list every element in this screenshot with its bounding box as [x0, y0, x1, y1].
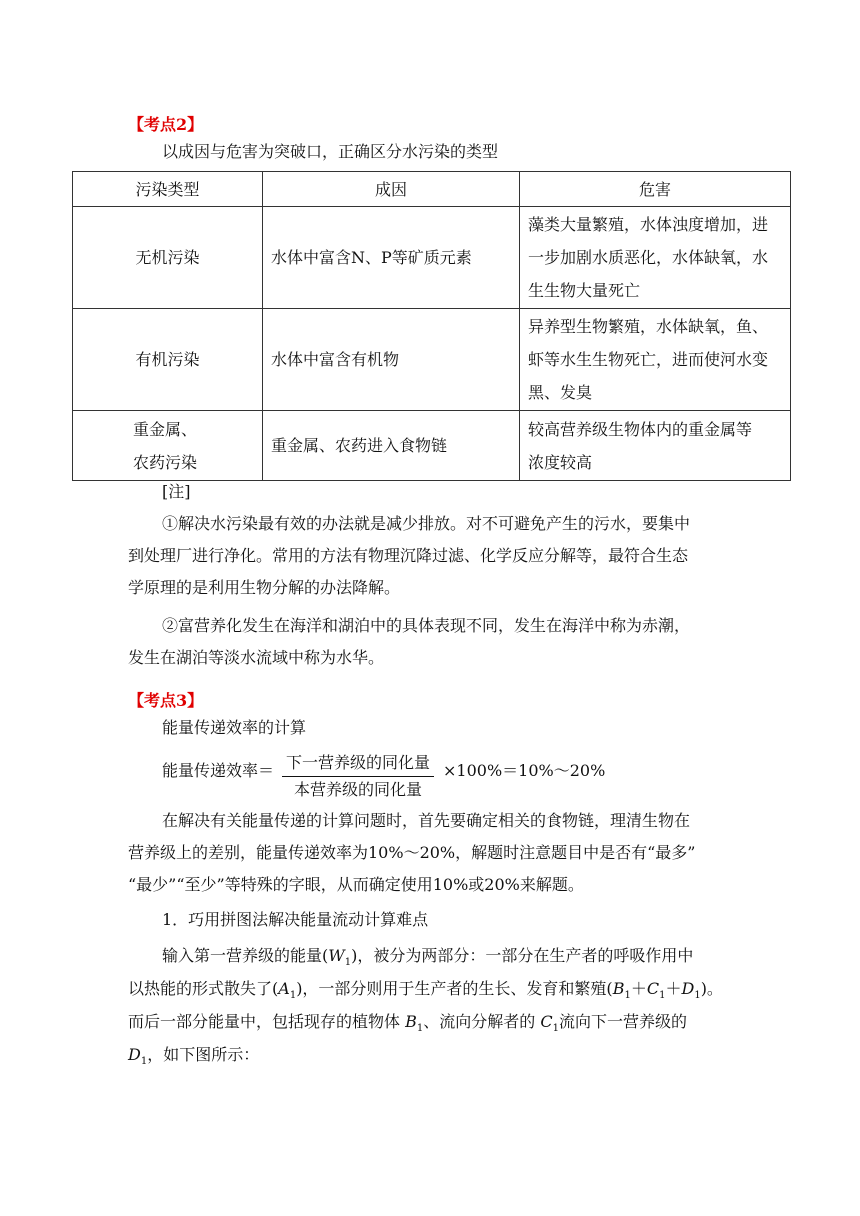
section2-intro: 以成因与危害为突破口，正确区分水污染的类型: [162, 142, 499, 161]
section2-heading: 【考点2】: [128, 115, 204, 134]
table-header-row: [73, 172, 791, 207]
para2-line: 以热能的形式散失了$(A_1)$，一部分则用于生产者的生长、发育和繁殖$(B_1+C_1+D_1)$。: [128, 979, 723, 1002]
table-cell-harm: 异养型生物繁殖，水体缺氧，鱼、 虾等水生生物死亡，进而使河水变 黑、发臭: [520, 309, 791, 411]
table-cell-type: 有机污染: [73, 309, 263, 411]
table-row: [73, 207, 791, 309]
efficiency-fraction: [282, 752, 434, 801]
table-header-cell: 污染类型: [73, 172, 263, 207]
note2-line: 发生在湖泊等淡水流域中称为水华。: [128, 648, 385, 667]
note2-line: ②富营养化发生在海洋和湖泊中的具体表现不同，发生在海洋中称为赤潮，: [162, 616, 691, 635]
section3-intro: 能量传递效率的计算: [162, 718, 307, 737]
para2-line: 输入第一营养级的能量$(W_1)$，被分为两部分：一部分在生产者的呼吸作用中: [162, 946, 694, 969]
note-label: [注]: [162, 482, 191, 501]
table-row: [73, 411, 791, 481]
para2-line: 而后一部分能量中，包括现存的植物体 $B_1$、流向分解者的 $C_1$流向下一营养级的: [128, 1012, 687, 1035]
para1-line: 营养级上的差别，能量传递效率为10%～20%，解题时注意题目中是否有“最多”: [128, 843, 696, 862]
para2-line: $D_1$，如下图所示：: [128, 1045, 260, 1068]
para1-line: “最少”“至少”等特殊的字眼，从而确定使用10%或20%来解题。: [128, 875, 584, 894]
note1-line: 到处理厂进行净化。常用的方法有物理沉降过滤、化学反应分解等，最符合生态: [128, 546, 689, 565]
table-cell-harm: 较高营养级生物体内的重金属等 浓度较高: [520, 411, 791, 481]
formula-rhs: ×100%＝10%～20%: [443, 761, 606, 780]
note1-line: ①解决水污染最有效的办法就是减少排放。对不可避免产生的污水，要集中: [162, 514, 691, 533]
fraction-numerator: 下一营养级的同化量: [282, 752, 434, 777]
section3-heading: 【考点3】: [128, 691, 204, 710]
table-row: [73, 309, 791, 411]
water-pollution-table: [72, 171, 791, 481]
table-cell-cause: 水体中富含N、P等矿质元素: [263, 207, 520, 309]
table-cell-harm: 藻类大量繁殖，水体浊度增加，进 一步加剧水质恶化，水体缺氧，水 生生物大量死亡: [520, 207, 791, 309]
table-header-cell: 危害: [520, 172, 791, 207]
table-cell-type: 重金属、 农药污染: [73, 411, 263, 481]
note1-line: 学原理的是利用生物分解的办法降解。: [128, 578, 401, 597]
fraction-denominator: 本营养级的同化量: [294, 780, 423, 799]
table-cell-cause: 重金属、农药进入食物链: [263, 411, 520, 481]
table-header-cell: 成因: [263, 172, 520, 207]
item1-title: 1．巧用拼图法解决能量流动计算难点: [162, 910, 429, 929]
table-cell-cause: 水体中富含有机物: [263, 309, 520, 411]
formula-lhs: 能量传递效率＝: [162, 761, 275, 780]
table-cell-type: 无机污染: [73, 207, 263, 309]
para1-line: 在解决有关能量传递的计算问题时，首先要确定相关的食物链，理清生物在: [162, 811, 691, 830]
